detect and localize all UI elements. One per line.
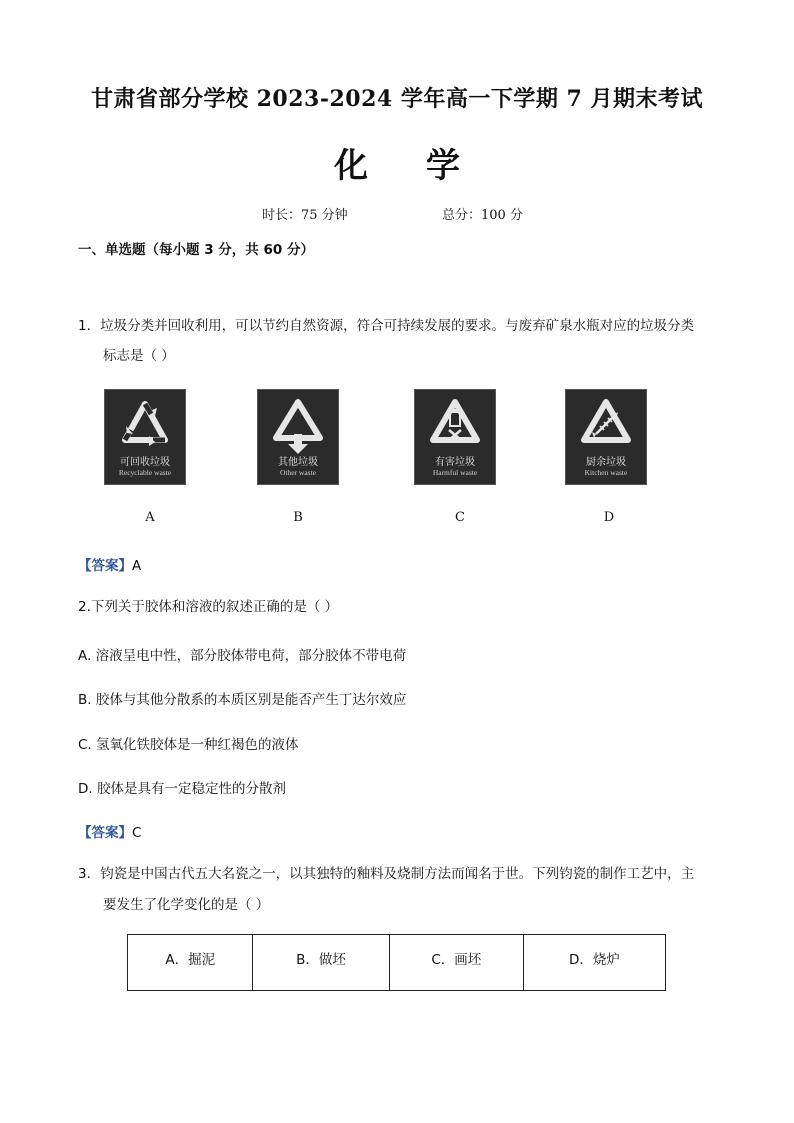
option-d-letter: D <box>603 510 615 525</box>
q2-option-c: C. 氢氧化铁胶体是一种红褐色的液体 <box>78 737 299 753</box>
q2-stem: 2.下列关于胶体和溶液的叙述正确的是（ ） <box>78 599 339 615</box>
q1-stem-line2: 标志是（ ） <box>103 348 175 364</box>
q2-option-d: D. 胶体是具有一定稳定性的分散剂 <box>78 781 286 797</box>
q3-options-table <box>127 934 666 991</box>
subject-char-1: 化 <box>334 146 368 186</box>
document-title: 甘肃省部分学校 2023-2024 学年高一下学期 7 月期末考试 <box>90 86 704 112</box>
q2-option-a: A. 溶液呈电中性，部分胶体带电荷，部分胶体不带电荷 <box>78 648 407 664</box>
sign-other <box>257 389 339 485</box>
sign-harmful <box>414 389 496 485</box>
subject-char-2: 学 <box>426 146 460 186</box>
q1-stem-line1: 1．垃圾分类并回收利用，可以节约自然资源，符合可持续发展的要求。与废弃矿泉水瓶对应的垃圾分类 <box>78 318 695 334</box>
q2-answer-value: C <box>132 825 142 841</box>
q3-stem-line2: 要发生了化学变化的是（ ） <box>103 897 270 913</box>
sign-d-cn: 厨余垃圾 <box>586 457 626 468</box>
q3-stem-line1: 3．钧瓷是中国古代五大名瓷之一，以其独特的釉料及烧制方法而闻名于世。下列钧瓷的制作工艺中，主 <box>78 866 695 882</box>
sign-b-cn: 其他垃圾 <box>278 457 318 468</box>
q3-option-a: A．掘泥 <box>128 935 253 991</box>
option-b-letter: B <box>293 510 303 525</box>
subject-title <box>0 138 794 187</box>
q1-answer-value: A <box>132 558 142 574</box>
total-score-label: 总分：100 分 <box>442 208 523 223</box>
q2-answer <box>78 821 141 841</box>
duration-label: 时长：75 分钟 <box>262 208 348 223</box>
q3-option-b: B．做坯 <box>253 935 389 991</box>
q3-option-d: D．烧炉 <box>523 935 665 991</box>
sign-b-en: Other waste <box>279 468 317 477</box>
answer-label: 【答案】 <box>78 558 132 574</box>
sign-c-en: Harmful waste <box>432 468 478 477</box>
sign-c-cn: 有害垃圾 <box>435 457 475 468</box>
sign-a-en: Recyclable waste <box>118 468 172 477</box>
q3-option-c: C．画坯 <box>389 935 523 991</box>
section-heading: 一、单选题（每小题 3 分，共 60 分） <box>78 242 314 258</box>
option-c-letter: C <box>455 510 465 525</box>
sign-kitchen <box>565 389 647 485</box>
q2-option-b: B. 胶体与其他分散系的本质区别是能否产生丁达尔效应 <box>78 692 407 708</box>
answer-label: 【答案】 <box>78 825 132 841</box>
option-a-letter: A <box>145 510 155 525</box>
sign-recyclable <box>104 389 186 485</box>
sign-a-cn: 可回收垃圾 <box>120 457 170 468</box>
sign-d-en: Kitchen waste <box>584 468 628 477</box>
q1-answer <box>78 554 141 574</box>
